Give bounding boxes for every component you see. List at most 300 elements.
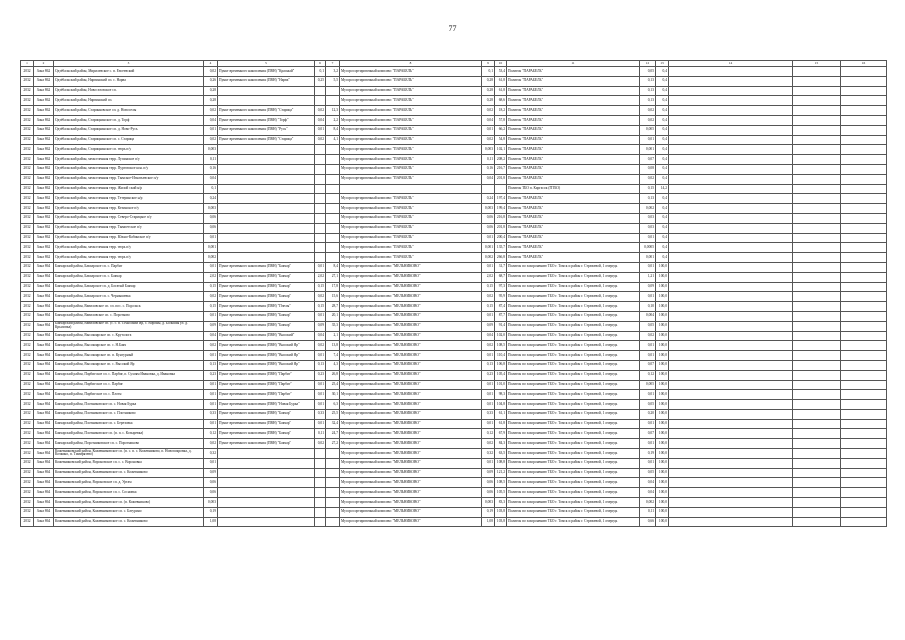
table-cell: 0,09: [204, 321, 218, 331]
table-cell: 35,3: [326, 321, 340, 331]
table-cell: Мусоросортировочный комплекс "ПАРАБЕЛЬ": [340, 243, 482, 253]
table-cell: Бакчарский район, Плотниковское сп. с. Плотниково: [54, 409, 204, 419]
table-cell: Полигон "ПАРАБЕЛЬ": [507, 145, 640, 155]
table-cell: 2032: [21, 282, 34, 292]
table-cell: 0,23: [482, 370, 495, 380]
table-cell: Мусоросортировочный комплекс "ПАРАБЕЛЬ": [340, 125, 482, 135]
table-cell: Бакчарский район, Бакчарское сп. д. Богатый Бакчар: [54, 282, 204, 292]
table-cell: Мусоросортировочный комплекс "МЕЛЬНИКОВО": [340, 429, 482, 439]
table-cell: 95,9: [495, 292, 507, 302]
table-cell: Одзёбальский район, межселенная терр. Северо-Старицкое п/у: [54, 213, 204, 223]
table-cell: 0,13: [482, 360, 495, 370]
table-cell: Бакчарский район, Бакчарское сп. с. Чернышевка: [54, 292, 204, 302]
table-cell: [218, 194, 315, 204]
table-cell: Полигон по захоронению ТБО г. Томск и район г. Стрежевой, 1 очередь: [507, 400, 640, 410]
table-cell: 0,19: [204, 507, 218, 517]
table-cell: 200,4: [495, 233, 507, 243]
table-cell: [793, 409, 841, 419]
table-cell: 199,4: [495, 204, 507, 214]
column-header: 2: [34, 61, 54, 67]
table-cell: Зона 864: [34, 321, 54, 331]
table-cell: 2032: [21, 243, 34, 253]
table-cell: 100,0: [656, 507, 669, 517]
table-cell: Пункт временного накопления (ПВН) "Высокий": [218, 331, 315, 341]
table-cell: [841, 135, 887, 145]
table-cell: 28,7: [326, 302, 340, 312]
table-cell: Мусоросортировочный комплекс "ПАРАБЕЛЬ": [340, 174, 482, 184]
table-cell: [669, 478, 793, 488]
table-cell: Зона 864: [34, 360, 54, 370]
table-cell: 0,09: [640, 282, 656, 292]
table-cell: 2032: [21, 488, 34, 498]
table-cell: Зона 862: [34, 125, 54, 135]
table-cell: Кожевниковский район, Вороновское сп. с. с. Вороновка: [54, 458, 204, 468]
table-cell: Мусоросортировочный комплекс "ПАРАБЕЛЬ": [340, 145, 482, 155]
table-row: [21, 262, 887, 272]
table-cell: 2032: [21, 155, 34, 165]
table-row: [21, 233, 887, 243]
table-cell: 2032: [21, 419, 34, 429]
table-cell: Мусоросортировочный комплекс "МЕЛЬНИКОВО": [340, 380, 482, 390]
table-cell: 0,04: [204, 115, 218, 125]
table-cell: 0,23: [315, 370, 326, 380]
column-header: 8: [340, 61, 482, 67]
table-cell: [793, 390, 841, 400]
table-cell: [326, 517, 340, 527]
table-row: [21, 135, 887, 145]
table-cell: Кожевниковский район, Вороновское сп. д. Уртам: [54, 478, 204, 488]
table-row: [21, 155, 887, 165]
table-cell: 2032: [21, 409, 34, 419]
table-cell: 102,1: [495, 145, 507, 155]
table-cell: 0,11: [640, 507, 656, 517]
table-cell: 0,003: [482, 498, 495, 508]
table-row: [21, 272, 887, 282]
table-cell: 0,01: [640, 341, 656, 351]
table-cell: 8,4: [326, 262, 340, 272]
table-cell: 0,4: [656, 76, 669, 86]
table-cell: [841, 370, 887, 380]
table-cell: [326, 449, 340, 459]
table-cell: 0,4: [656, 243, 669, 253]
table-cell: 0,4: [656, 115, 669, 125]
table-cell: Зона 862: [34, 184, 54, 194]
table-cell: Зона 862: [34, 155, 54, 165]
table-cell: 0,01: [315, 125, 326, 135]
table-cell: 0,002: [482, 253, 495, 263]
table-cell: 68,6: [495, 96, 507, 106]
table-cell: 0,15: [204, 302, 218, 312]
table-cell: 0,01: [204, 233, 218, 243]
table-cell: [841, 341, 887, 351]
table-cell: 0,4: [656, 96, 669, 106]
table-cell: [793, 96, 841, 106]
table-cell: Зона 862: [34, 67, 54, 77]
table-cell: Одзёбальский район, межселенная терр. Лупинское п/у: [54, 155, 204, 165]
table-cell: [841, 380, 887, 390]
table-cell: 0,02: [315, 439, 326, 449]
table-cell: Зона 862: [34, 204, 54, 214]
table-cell: [669, 213, 793, 223]
table-cell: Зона 862: [34, 223, 54, 233]
table-cell: 2032: [21, 184, 34, 194]
column-header: 16: [841, 61, 887, 67]
table-cell: 0,01: [640, 233, 656, 243]
table-cell: 0,02: [315, 135, 326, 145]
table-cell: [841, 409, 887, 419]
table-cell: [793, 86, 841, 96]
table-cell: [326, 488, 340, 498]
table-cell: 2032: [21, 262, 34, 272]
table-cell: 0,1: [315, 67, 326, 77]
table-cell: Полигон "ПАРАБЕЛЬ": [507, 194, 640, 204]
table-cell: Зона 864: [34, 517, 54, 527]
table-cell: Мусоросортировочный комплекс "МЕЛЬНИКОВО": [340, 507, 482, 517]
table-cell: 25,5: [326, 409, 340, 419]
table-cell: Полигон "ПАРАБЕЛЬ": [507, 243, 640, 253]
table-cell: Пункт временного накопления (ПВН) "Высокий Яр": [218, 341, 315, 351]
table-row: [21, 331, 887, 341]
table-cell: 0,28: [482, 76, 495, 86]
table-cell: [793, 419, 841, 429]
table-cell: [218, 86, 315, 96]
table-cell: Мусоросортировочный комплекс "ПАРАБЕЛЬ": [340, 106, 482, 116]
table-cell: 0,15: [315, 302, 326, 312]
table-cell: 0,01: [204, 311, 218, 321]
table-cell: [669, 360, 793, 370]
table-cell: Одзёбальский район, Старинковское сп. д. Новоселы: [54, 106, 204, 116]
table-cell: Мусоросортировочный комплекс "ПАРАБЕЛЬ": [340, 135, 482, 145]
table-cell: [793, 213, 841, 223]
table-cell: Пункт временного накопления (ПВН) "Парбиг": [218, 370, 315, 380]
table-cell: Мусоросортировочный комплекс "ПАРАБЕЛЬ": [340, 194, 482, 204]
table-cell: [669, 498, 793, 508]
table-cell: 2032: [21, 321, 34, 331]
table-cell: Кожевниковский район, Вороновское сп. с. Сосновка: [54, 488, 204, 498]
table-cell: [793, 106, 841, 116]
table-cell: 0,16: [204, 164, 218, 174]
table-cell: [218, 204, 315, 214]
table-cell: 0,003: [482, 145, 495, 155]
table-row: [21, 292, 887, 302]
table-cell: [669, 67, 793, 77]
table-cell: 100,0: [656, 370, 669, 380]
table-cell: 106,8: [495, 360, 507, 370]
table-cell: 0,10: [640, 302, 656, 312]
table-cell: [218, 155, 315, 165]
table-cell: 2032: [21, 458, 34, 468]
table-cell: 0,01: [482, 311, 495, 321]
table-cell: Зона 864: [34, 390, 54, 400]
table-cell: 27,2: [326, 439, 340, 449]
table-cell: 216,8: [495, 213, 507, 223]
table-row: [21, 370, 887, 380]
table-cell: Полигон "ПАРАБЕЛЬ": [507, 164, 640, 174]
table-cell: Зона 864: [34, 498, 54, 508]
table-row: [21, 243, 887, 253]
table-cell: 2,02: [482, 272, 495, 282]
table-cell: 0,4: [656, 106, 669, 116]
table-cell: [841, 145, 887, 155]
table-cell: 63,5: [495, 449, 507, 459]
column-header: 3: [54, 61, 204, 67]
table-cell: [315, 478, 326, 488]
table-cell: 0,01: [204, 458, 218, 468]
table-cell: 201,8: [495, 174, 507, 184]
table-cell: Полигон "ПАРАБЕЛЬ": [507, 106, 640, 116]
table-cell: 13,8: [326, 341, 340, 351]
table-row: [21, 360, 887, 370]
table-cell: Зона 864: [34, 292, 54, 302]
table-cell: Зона 864: [34, 380, 54, 390]
table-cell: [326, 204, 340, 214]
table-cell: 100,0: [656, 292, 669, 302]
table-cell: Зона 864: [34, 311, 54, 321]
table-cell: 108,8: [495, 458, 507, 468]
table-row: [21, 96, 887, 106]
table-cell: 5,5: [326, 76, 340, 86]
table-cell: [793, 458, 841, 468]
table-cell: 2032: [21, 106, 34, 116]
table-cell: 0,02: [204, 341, 218, 351]
table-row: [21, 409, 887, 419]
table-cell: [841, 419, 887, 429]
table-cell: 0,12: [204, 429, 218, 439]
table-cell: 0,07: [640, 429, 656, 439]
table-cell: 0,01: [640, 135, 656, 145]
table-cell: Мусоросортировочный комплекс "МЕЛЬНИКОВО": [340, 360, 482, 370]
table-cell: 0,33: [204, 409, 218, 419]
table-cell: Полигон по захоронению ТБО г. Томск и район г. Стрежевой, 1 очередь: [507, 272, 640, 282]
table-cell: [315, 468, 326, 478]
table-cell: [793, 272, 841, 282]
table-cell: 67,9: [495, 429, 507, 439]
table-cell: [669, 223, 793, 233]
table-cell: 266,8: [495, 253, 507, 263]
table-cell: [669, 439, 793, 449]
table-cell: [218, 449, 315, 459]
table-cell: 0,001: [640, 253, 656, 263]
table-cell: [326, 194, 340, 204]
table-cell: [669, 155, 793, 165]
table-cell: [793, 223, 841, 233]
table-cell: Пункт временного накопления (ПВН) "Русь": [218, 125, 315, 135]
table-cell: 3,2: [326, 67, 340, 77]
table-cell: [218, 184, 315, 194]
table-cell: 0,03: [640, 213, 656, 223]
table-cell: 0,4: [656, 223, 669, 233]
table-cell: 2032: [21, 517, 34, 527]
column-header: 11: [507, 61, 640, 67]
table-cell: Мусоросортировочный комплекс "МЕЛЬНИКОВО": [340, 439, 482, 449]
table-cell: Одзёбальский район, Старицкинское сп. д. Торф: [54, 115, 204, 125]
table-cell: [315, 145, 326, 155]
table-cell: Зона 862: [34, 253, 54, 263]
table-row: [21, 400, 887, 410]
table-cell: 0,01: [640, 458, 656, 468]
table-cell: Зона 864: [34, 478, 54, 488]
column-header: 15: [793, 61, 841, 67]
table-cell: 0,05: [640, 321, 656, 331]
table-cell: Бакчарский район, Высокоярское сп. с. Высокий Яр: [54, 360, 204, 370]
table-cell: [793, 429, 841, 439]
table-cell: 0,01: [204, 400, 218, 410]
table-cell: 0,01: [315, 419, 326, 429]
table-cell: [841, 96, 887, 106]
table-cell: 100,0: [656, 302, 669, 312]
table-cell: [841, 449, 887, 459]
table-row: [21, 517, 887, 527]
table-cell: [669, 164, 793, 174]
table-cell: 0,13: [640, 86, 656, 96]
table-cell: 20,1: [326, 311, 340, 321]
table-cell: Бакчарский район, Плотниковское сп. с. Новая Бурка: [54, 400, 204, 410]
table-cell: [315, 194, 326, 204]
table-cell: 0,4: [656, 194, 669, 204]
column-header: 1: [21, 61, 34, 67]
table-cell: [315, 498, 326, 508]
table-cell: [841, 164, 887, 174]
table-body: [21, 67, 887, 527]
table-cell: [841, 174, 887, 184]
table-cell: Пункт временного накопления (ПВН) "Новая Бурка": [218, 400, 315, 410]
table-cell: 0,002: [640, 204, 656, 214]
table-cell: 2,2: [326, 115, 340, 125]
table-row: [21, 115, 887, 125]
table-cell: Зона 862: [34, 145, 54, 155]
table-cell: Мусоросортировочный комплекс "ПАРАБЕЛЬ": [340, 213, 482, 223]
table-cell: Пункт временного накопления (ПВН) "Бакчар": [218, 429, 315, 439]
table-cell: 216,7: [495, 164, 507, 174]
table-cell: 7,4: [326, 351, 340, 361]
table-cell: Кожевниковский район, Кожевниковское сп. (п. с. п. с. Кожевниково, п. Новопокровка, д. Кочкино, п. Тимирязево): [54, 449, 204, 459]
table-cell: 0,20: [640, 409, 656, 419]
table-cell: [218, 164, 315, 174]
table-cell: [841, 478, 887, 488]
table-cell: Зона 862: [34, 174, 54, 184]
table-cell: Пункт временного накопления (ПВН) "Бакчар": [218, 409, 315, 419]
table-row: [21, 213, 887, 223]
table-cell: Мусоросортировочный комплекс "МЕЛЬНИКОВО": [340, 341, 482, 351]
table-cell: 6,3: [326, 400, 340, 410]
table-cell: [315, 204, 326, 214]
table-row: [21, 86, 887, 96]
table-cell: [793, 351, 841, 361]
table-cell: Полигон по захоронению ТБО г. Томск и район г. Стрежевой, 1 очередь: [507, 507, 640, 517]
table-cell: Полигон "ПАРАБЕЛЬ": [507, 86, 640, 96]
table-cell: 0,4: [656, 135, 669, 145]
table-cell: 2032: [21, 223, 34, 233]
table-cell: 0,01: [315, 262, 326, 272]
table-cell: 2032: [21, 439, 34, 449]
table-cell: Мусоросортировочный комплекс "МЕЛЬНИКОВО": [340, 498, 482, 508]
table-cell: Зона 862: [34, 233, 54, 243]
table-cell: Полигон по захоронению ТБО г. Томск и район г. Стрежевой, 1 очередь: [507, 360, 640, 370]
table-cell: 100,0: [656, 517, 669, 527]
table-cell: Пункт временного накопления (ПВН) "Нарва": [218, 76, 315, 86]
table-cell: [326, 86, 340, 96]
table-cell: [793, 233, 841, 243]
table-row: [21, 106, 887, 116]
table-cell: 0,02: [204, 135, 218, 145]
table-cell: 0,003: [204, 204, 218, 214]
table-cell: Пункт временного накопления (ПВН) "Бакчар": [218, 311, 315, 321]
table-cell: Мусоросортировочный комплекс "ПАРАБЕЛЬ": [340, 86, 482, 96]
column-header: 12: [640, 61, 656, 67]
table-cell: 100,0: [656, 468, 669, 478]
table-cell: [669, 419, 793, 429]
table-cell: 2032: [21, 341, 34, 351]
table-cell: Одзёбальский район, Нарвинский сп. с. Нарва: [54, 76, 204, 86]
table-cell: 2032: [21, 233, 34, 243]
table-cell: Зона 864: [34, 351, 54, 361]
table-cell: 0,33: [315, 409, 326, 419]
column-header: 13: [656, 61, 669, 67]
table-cell: Мусоросортировочный комплекс "ПАРАБЕЛЬ": [340, 164, 482, 174]
table-cell: [669, 204, 793, 214]
table-cell: [841, 351, 887, 361]
table-cell: [793, 135, 841, 145]
table-cell: 0,4: [656, 125, 669, 135]
table-cell: 0,02: [640, 106, 656, 116]
table-cell: [793, 194, 841, 204]
table-cell: [841, 390, 887, 400]
table-cell: Мусоросортировочный комплекс "МЕЛЬНИКОВО": [340, 409, 482, 419]
table-cell: 100,0: [656, 380, 669, 390]
table-cell: 0,01: [640, 262, 656, 272]
table-cell: [340, 184, 482, 194]
table-cell: 0,01: [315, 311, 326, 321]
table-cell: [669, 321, 793, 331]
table-cell: Зона 864: [34, 468, 54, 478]
table-cell: 0,02: [204, 292, 218, 302]
table-cell: Одзёбальский район, межселенная терр. Жилой ский н/р: [54, 184, 204, 194]
table-cell: 0,02: [482, 341, 495, 351]
table-cell: 0,06: [204, 478, 218, 488]
table-cell: [669, 115, 793, 125]
table-cell: Бакчарский район, Плотниковское сп. с. Березовка: [54, 419, 204, 429]
column-header: 7: [326, 61, 340, 67]
table-cell: Мусоросортировочный комплекс "МЕЛЬНИКОВО": [340, 488, 482, 498]
table-cell: [841, 400, 887, 410]
table-cell: 0,01: [640, 439, 656, 449]
table-cell: [793, 145, 841, 155]
table-cell: Полигон по захоронению ТБО г. Томск и район г. Стрежевой, 1 очередь: [507, 449, 640, 459]
table-cell: Мусоросортировочный комплекс "МЕЛЬНИКОВО": [340, 321, 482, 331]
table-cell: [669, 282, 793, 292]
table-cell: 17,8: [326, 282, 340, 292]
table-cell: 15,6: [326, 292, 340, 302]
table-cell: Полигон по захоронению ТБО г. Томск и район г. Стрежевой, 1 очередь: [507, 262, 640, 272]
table-cell: Мусоросортировочный комплекс "МЕЛЬНИКОВО": [340, 419, 482, 429]
table-cell: Полигон по захоронению ТБО г. Томск и район г. Стрежевой, 1 очередь: [507, 517, 640, 527]
table-cell: 197,4: [495, 194, 507, 204]
table-cell: 0,19: [640, 449, 656, 459]
table-cell: Пункт временного накопления (ПВН) "Высокий Яр": [218, 351, 315, 361]
table-cell: [669, 302, 793, 312]
table-cell: [841, 282, 887, 292]
table-cell: [793, 174, 841, 184]
table-cell: Зона 862: [34, 96, 54, 106]
table-cell: [841, 125, 887, 135]
table-cell: [793, 507, 841, 517]
table-cell: Мусоросортировочный комплекс "МЕЛЬНИКОВО": [340, 292, 482, 302]
table-cell: [793, 253, 841, 263]
table-cell: 1,21: [640, 272, 656, 282]
table-cell: 14,2: [656, 184, 669, 194]
table-cell: [793, 449, 841, 459]
table-cell: 0,1: [482, 67, 495, 77]
